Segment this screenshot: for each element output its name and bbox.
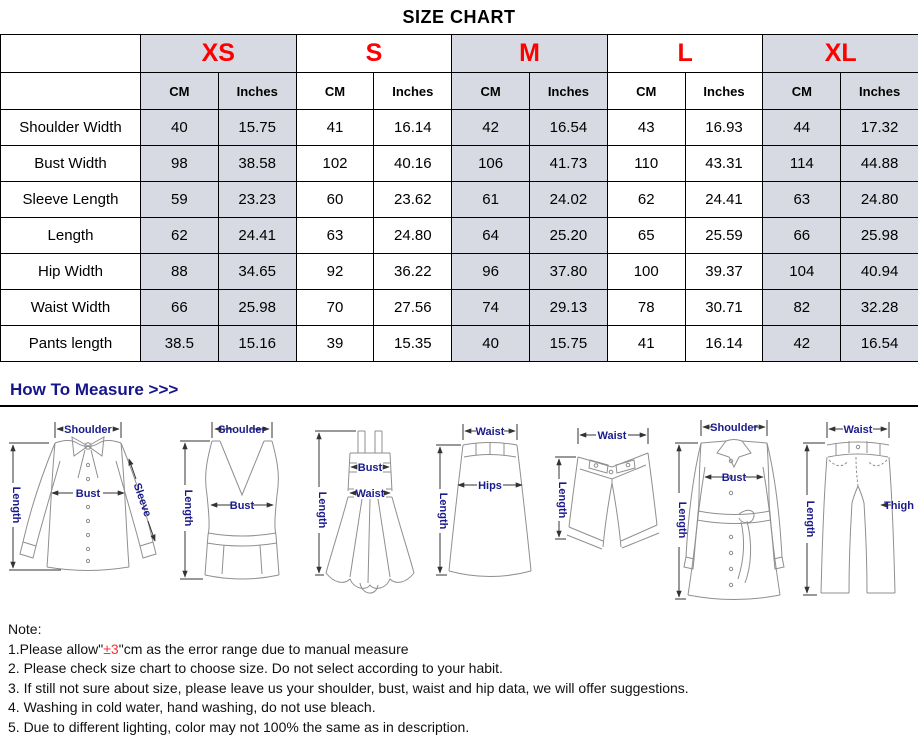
cell: 16.54 [530,110,608,146]
shorts-length-label: Length [556,481,568,519]
unit-header-row [1,73,918,110]
size-header-xl: XL [763,35,918,73]
cell: 106 [452,146,530,182]
row-label: Pants length [1,326,141,362]
cell: 70 [296,290,374,326]
cell: 37.80 [530,254,608,290]
cell: 24.02 [530,182,608,218]
cell: 25.98 [218,290,296,326]
cell: 59 [141,182,219,218]
skirt-drawing [449,442,531,577]
notes-section [0,612,918,737]
cell: 41 [296,110,374,146]
cell: 66 [763,218,841,254]
unit-header: CM [296,73,374,110]
unit-header: Inches [685,73,763,110]
cell: 41 [607,326,685,362]
vest-bust-label: Bust [229,500,255,512]
unit-header: Inches [530,73,608,110]
cell: 43.31 [685,146,763,182]
table-row [1,290,918,326]
shorts-diagram [550,415,670,607]
cell: 43 [607,110,685,146]
page-title: SIZE CHART [402,7,516,27]
cell: 92 [296,254,374,290]
cell: 17.32 [841,110,918,146]
blouse-diagram [3,415,173,607]
cell: 23.23 [218,182,296,218]
shorts-waist-label: Waist [597,430,627,442]
pants-waist-label: Waist [843,424,873,436]
table-row [1,110,918,146]
cell: 100 [607,254,685,290]
cell: 16.14 [685,326,763,362]
note-line-4: 4. Washing in cold water, hand washing, do not use bleach. [8,699,376,715]
cell: 38.5 [141,326,219,362]
unit-header: Inches [841,73,918,110]
cell: 44.88 [841,146,918,182]
size-chart-table [0,34,918,362]
cell: 63 [296,218,374,254]
row-label: Hip Width [1,254,141,290]
measure-diagrams [0,407,918,612]
row-label: Bust Width [1,146,141,182]
cell: 104 [763,254,841,290]
cell: 42 [763,326,841,362]
cell: 15.35 [374,326,452,362]
blouse-sleeve-label: Sleeve [130,481,154,519]
cell: 30.71 [685,290,763,326]
cell: 114 [763,146,841,182]
coat-bust-label: Bust [721,472,747,484]
cell: 40 [141,110,219,146]
pants-drawing [821,441,895,593]
unit-header: CM [763,73,841,110]
cell: 74 [452,290,530,326]
cell: 110 [607,146,685,182]
vest-shoulder-label: Shoulder [218,424,266,436]
cell: 29.13 [530,290,608,326]
unit-header: CM [452,73,530,110]
cell: 62 [607,182,685,218]
cell: 16.54 [841,326,918,362]
row-label: Sleeve Length [1,182,141,218]
unit-header: CM [607,73,685,110]
table-row [1,254,918,290]
shorts-drawing [567,453,659,549]
blouse-shoulder-label: Shoulder [64,424,112,436]
cell: 41.73 [530,146,608,182]
cell: 61 [452,182,530,218]
blouse-bust-label: Bust [75,488,101,500]
cell: 60 [296,182,374,218]
cell: 38.58 [218,146,296,182]
table-row [1,326,918,362]
dress-length-label: Length [316,491,328,529]
note-1-tolerance: ±3 [103,640,119,657]
cell: 24.80 [841,182,918,218]
size-header-xs: XS [141,35,297,73]
row-label: Length [1,218,141,254]
coat-drawing [684,440,784,600]
coat-diagram [671,415,796,607]
corner-cell [1,73,141,110]
note-line-2: 2. Please check size chart to choose size. Do not select according to your habit. [8,660,503,676]
skirt-diagram [431,415,549,607]
row-label: Waist Width [1,290,141,326]
note-line-5: 5. Due to different lighting, color may not 100% the same as in description. [8,718,470,735]
cell: 15.16 [218,326,296,362]
cell: 15.75 [530,326,608,362]
coat-shoulder-label: Shoulder [710,422,758,434]
cell: 36.22 [374,254,452,290]
cell: 15.75 [218,110,296,146]
corner-cell [1,35,141,73]
blouse-drawing [20,437,156,571]
skirt-hips-label: Hips [478,480,502,492]
cell: 88 [141,254,219,290]
note-line-1 [8,640,910,660]
cell: 98 [141,146,219,182]
pants-diagram [797,415,915,607]
dress-waist-label: Waist [355,488,385,500]
pants-thigh-label: Thigh [884,500,914,512]
unit-header: Inches [374,73,452,110]
size-header-l: L [607,35,763,73]
cell: 25.98 [841,218,918,254]
unit-header: Inches [218,73,296,110]
vest-diagram [174,415,309,607]
cell: 39.37 [685,254,763,290]
vest-length-label: Length [182,489,194,527]
cell: 102 [296,146,374,182]
size-header-row [1,35,918,73]
cell: 82 [763,290,841,326]
cell: 16.14 [374,110,452,146]
cell: 78 [607,290,685,326]
cell: 64 [452,218,530,254]
cell: 32.28 [841,290,918,326]
cell: 16.93 [685,110,763,146]
cell: 23.62 [374,182,452,218]
skirt-length-label: Length [437,492,449,530]
how-to-measure-heading: How To Measure >>> [10,380,179,399]
cell: 40 [452,326,530,362]
cell: 39 [296,326,374,362]
cell: 40.16 [374,146,452,182]
blouse-length-label: Length [10,486,22,524]
cell: 25.20 [530,218,608,254]
cell: 65 [607,218,685,254]
row-label: Shoulder Width [1,110,141,146]
notes-heading: Note: [8,621,42,637]
cell: 24.41 [685,182,763,218]
cell: 27.56 [374,290,452,326]
pants-length-label: Length [804,500,816,538]
cell: 40.94 [841,254,918,290]
cell: 34.65 [218,254,296,290]
cell: 24.80 [374,218,452,254]
skirt-waist-label: Waist [475,426,505,438]
cell: 44 [763,110,841,146]
unit-header: CM [141,73,219,110]
size-header-s: S [296,35,452,73]
note-line-3: 3. If still not sure about size, please leave us your shoulder, bust, waist and hip data, we will offer suggestions. [8,679,689,696]
dress-bust-label: Bust [357,462,383,474]
coat-length-label: Length [676,501,688,539]
size-header-m: M [452,35,608,73]
cell: 25.59 [685,218,763,254]
cell: 62 [141,218,219,254]
note-1-post: "cm as the error range due to manual measure [118,640,409,657]
cell: 63 [763,182,841,218]
table-row [1,182,918,218]
cell: 96 [452,254,530,290]
note-1-pre: 1.Please allow" [8,640,104,657]
dress-diagram [310,415,430,607]
cell: 42 [452,110,530,146]
table-row [1,146,918,182]
cell: 66 [141,290,219,326]
table-row [1,218,918,254]
dress-drawing [326,431,414,593]
cell: 24.41 [218,218,296,254]
